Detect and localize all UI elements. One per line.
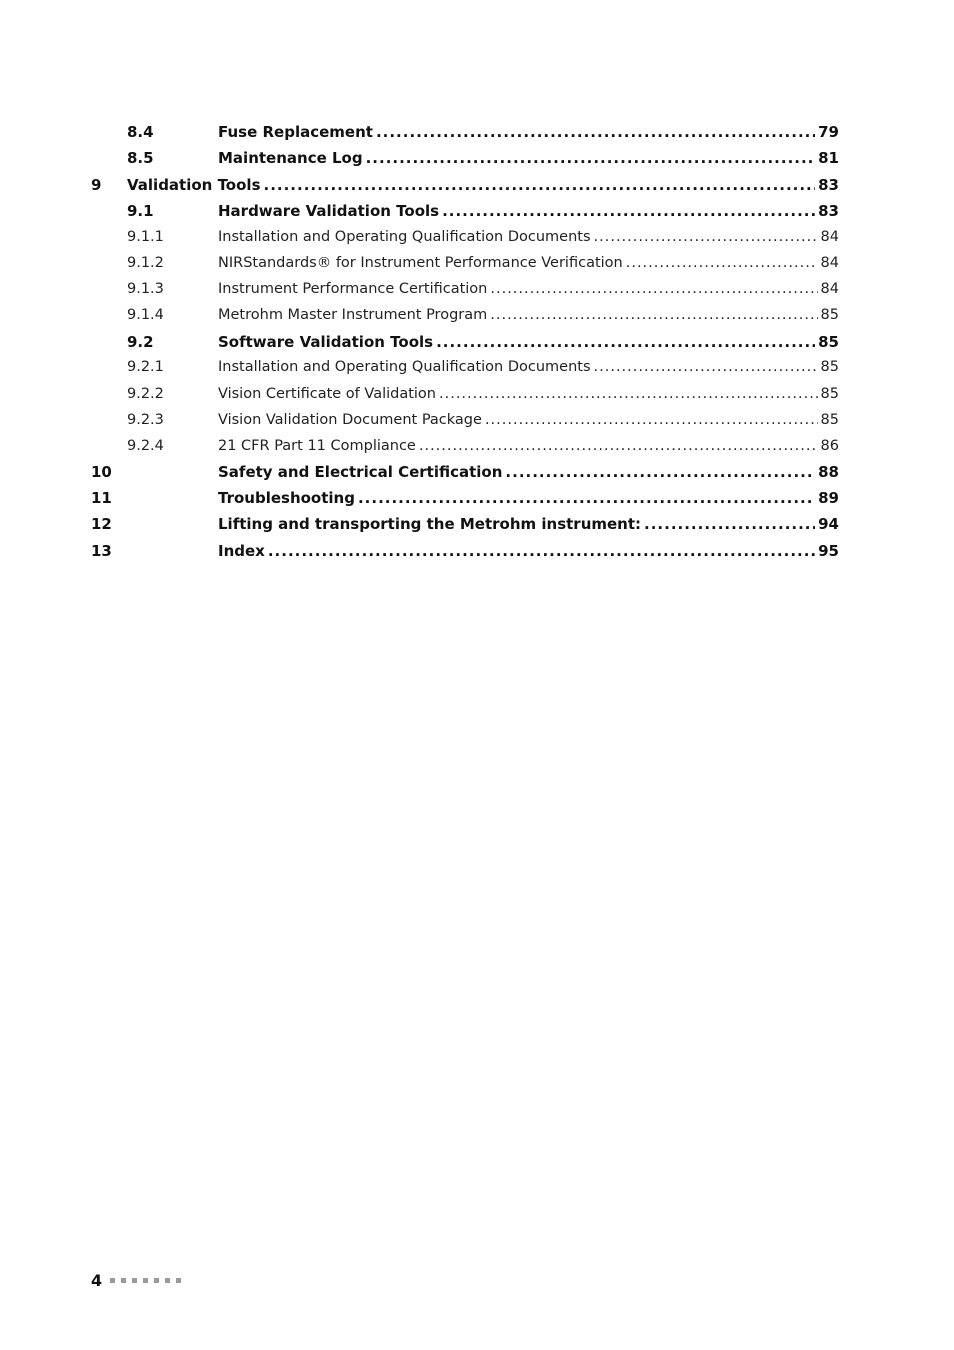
toc-entry-title[interactable]: Instrument Performance Certification [218,281,488,297]
toc-entry-page: 88 [818,463,839,481]
toc-entry-page: 81 [818,149,839,167]
toc-entry-page: 85 [820,386,839,402]
toc-entry-number: 11 [91,489,112,507]
toc-entry[interactable] [0,200,954,222]
footer-square-icon [132,1278,137,1283]
toc-entry-title[interactable]: Fuse Replacement [218,123,373,141]
toc-entry-number: 9.1.3 [127,281,164,297]
toc-leader-dots [644,513,815,535]
toc-leader-dots [594,226,818,248]
toc-entry-title[interactable]: Index [218,542,265,560]
toc-leader-dots [505,461,815,483]
toc-entry[interactable] [0,147,954,169]
toc-entry-number: 9.1.1 [127,229,164,245]
toc-entry-title[interactable]: Validation Tools [127,176,261,194]
toc-entry-page: 89 [818,489,839,507]
page-footer [91,1268,187,1292]
toc-entry-title[interactable]: NIRStandards® for Instrument Performance Verification [218,255,623,271]
toc-leader-dots [366,147,816,169]
toc-entry-title[interactable]: Vision Validation Document Package [218,412,482,428]
toc-entry[interactable] [0,226,954,248]
footer-square-icon [176,1278,181,1283]
footer-square-icon [121,1278,126,1283]
toc-entry-page: 84 [820,255,839,271]
toc-entry-number: 9.2.3 [127,412,164,428]
toc-entry-page: 85 [820,359,839,375]
toc-entry-number: 9.1.2 [127,255,164,271]
toc-entry-page: 85 [820,307,839,323]
toc-entry-title[interactable]: Troubleshooting [218,489,355,507]
toc-entry-number: 9.1.4 [127,307,164,323]
toc-entry-page: 84 [820,281,839,297]
toc-leader-dots [358,487,815,509]
toc-leader-dots [376,121,815,143]
toc-entry-page: 83 [818,202,839,220]
toc-entry-number: 9.2.1 [127,359,164,375]
footer-square-icon [110,1278,115,1283]
toc-entry[interactable] [0,356,954,378]
toc-entry-page: 94 [818,515,839,533]
toc-entry[interactable] [0,409,954,431]
toc-entry-title[interactable]: Safety and Electrical Certification [218,463,503,481]
toc-entry-title[interactable]: Vision Certificate of Validation [218,386,436,402]
toc-entry-number: 13 [91,542,112,560]
toc-leader-dots [268,540,815,562]
toc-entry-title[interactable]: Maintenance Log [218,149,363,167]
toc-entry[interactable] [0,121,954,143]
toc-leader-dots [626,252,818,274]
toc-entry-page: 85 [820,412,839,428]
toc-entry[interactable] [0,252,954,274]
toc-entry-title[interactable]: Installation and Operating Qualification Documents [218,359,591,375]
toc-entry-title[interactable]: Software Validation Tools [218,333,434,351]
toc-entry-page: 86 [820,438,839,454]
toc-entry-title[interactable]: Lifting and transporting the Metrohm instrument: [218,515,642,533]
toc-entry[interactable] [0,304,954,326]
toc-entry-number: 9.2.4 [127,438,164,454]
toc-entry[interactable] [0,513,954,535]
toc-entry-title[interactable]: Installation and Operating Qualification Documents [218,229,591,245]
toc-entry-page: 79 [818,123,839,141]
table-of-contents [0,0,954,600]
toc-entry[interactable] [0,278,954,300]
toc-entry-number: 12 [91,515,112,533]
toc-entry[interactable] [0,540,954,562]
toc-entry-page: 95 [818,542,839,560]
toc-entry-title[interactable]: 21 CFR Part 11 Compliance [218,438,416,454]
toc-entry-number: 9.1 [127,202,154,220]
toc-entry-title[interactable]: Hardware Validation Tools [218,202,440,220]
toc-leader-dots [485,409,818,431]
toc-entry-number: 9 [91,176,102,194]
toc-entry-page: 84 [820,229,839,245]
footer-square-icon [143,1278,148,1283]
toc-entry-number: 9.2 [127,333,154,351]
toc-leader-dots [490,304,817,326]
toc-entry[interactable] [0,331,954,353]
toc-leader-dots [264,174,816,196]
toc-leader-dots [436,331,815,353]
toc-entry[interactable] [0,174,954,196]
toc-entry[interactable] [0,383,954,405]
footer-square-icon [154,1278,159,1283]
footer-page-number: 4 [91,1270,103,1290]
toc-entry-number: 9.2.2 [127,386,164,402]
toc-entry-title[interactable]: Metrohm Master Instrument Program [218,307,488,323]
toc-entry-number: 8.4 [127,123,154,141]
toc-entry[interactable] [0,461,954,483]
toc-entry[interactable] [0,487,954,509]
toc-entry-number: 10 [91,463,112,481]
toc-entry-page: 83 [818,176,839,194]
footer-square-icon [165,1278,170,1283]
toc-entry[interactable] [0,435,954,457]
toc-leader-dots [442,200,815,222]
toc-leader-dots [490,278,817,300]
toc-leader-dots [594,356,818,378]
toc-leader-dots [419,435,818,457]
toc-entry-number: 8.5 [127,149,154,167]
toc-leader-dots [439,383,818,405]
toc-entry-page: 85 [818,333,839,351]
